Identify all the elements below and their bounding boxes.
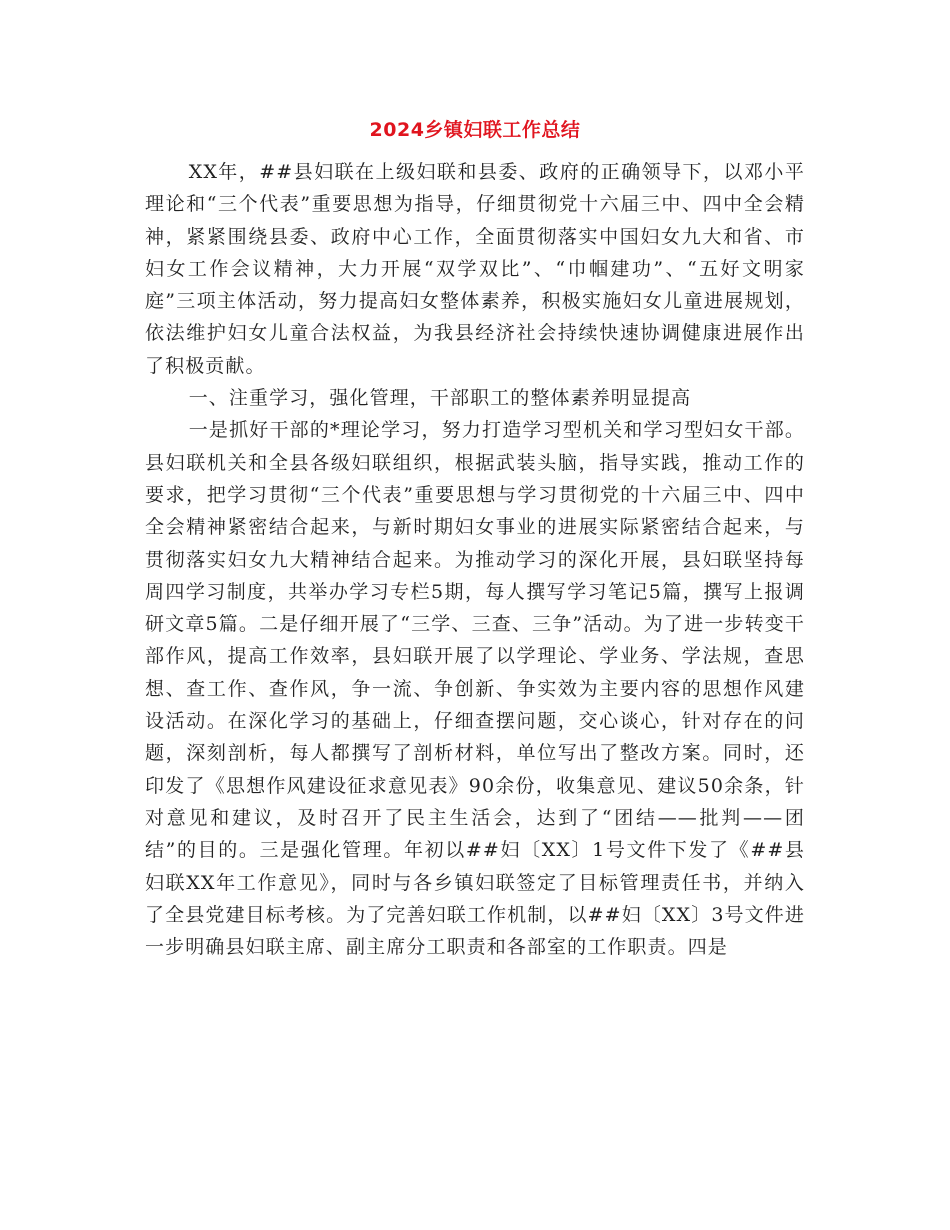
section-heading: 一、注重学习，强化管理，干部职工的整体素养明显提高: [188, 387, 692, 410]
intro-paragraph: XX年，##县妇联在上级妇联和县委、政府的正确领导下，以邓小平理论和“三个代表”重要思想为指导，仔细贯彻党十六届三中、四中全会精神，紧紧围绕县委、政府中心工作，全面贯彻落实中国妇女九大和省、市妇女工作会议精神，大力开展“双学双比”、“巾帼建功”、“五好文明家庭”三项主体活动，努力提高妇女整体素养，积极实施妇女儿童进展规划，依法维护妇女儿童合法权益，为我县经济社会持续快速协调健康进展作出了积极贡献。: [145, 161, 805, 377]
body-paragraph: 一是抓好干部的*理论学习，努力打造学习型机关和学习型妇女干部。县妇联机关和全县各级妇联组织，根据武装头脑，指导实践，推动工作的要求，把学习贯彻“三个代表”重要思想与学习贯彻党的十六届三中、四中全会精神紧密结合起来，与新时期妇女事业的进展实际紧密结合起来，与贯彻落实妇女九大精神结合起来。为推动学习的深化开展，县妇联坚持每周四学习制度，共举办学习专栏5期，每人撰写学习笔记5篇，撰写上报调研文章5篇。二是仔细开展了“三学、三查、三争”活动。为了进一步转变干部作风，提高工作效率，县妇联开展了以学理论、学业务、学法规，查思想、查工作、查作风，争一流、争创新、争实效为主要内容的思想作风建设活动。在深化学习的基础上，仔细查摆问题，交心谈心，针对存在的问题，深刻剖析，每人都撰写了剖析材料，单位写出了整改方案。同时，还印发了《思想作风建设征求意见表》90余份，收集意见、建议50余条，针对意见和建议，及时召开了民主生活会，达到了“团结——批判——团结”的目的。三是强化管理。年初以##妇〔XX〕1号文件下发了《##县妇联XX年工作意见》，同时与各乡镇妇联签定了目标管理责任书，并纳入了全县党建目标考核。为了完善妇联工作机制，以##妇〔XX〕3号文件进一步明确县妇联主席、副主席分工职责和各部室的工作职责。四是: [145, 419, 805, 959]
document-title: 2024乡镇妇联工作总结: [369, 119, 581, 141]
